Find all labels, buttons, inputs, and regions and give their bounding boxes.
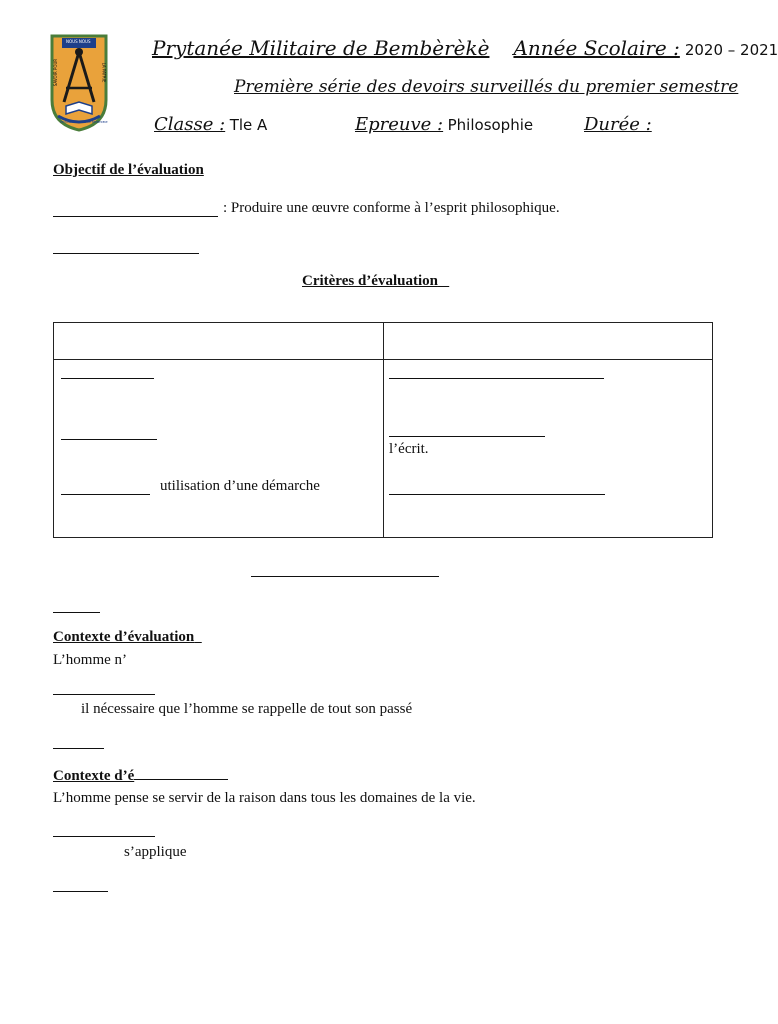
blank-line [61, 378, 154, 379]
blank-line [61, 439, 157, 440]
class-label: Classe : [154, 114, 226, 135]
logo-right-text: LA PATRIE [101, 62, 107, 83]
blank-line [389, 436, 545, 437]
blank-line [61, 494, 150, 495]
blank-line [53, 836, 155, 837]
class-value: Tle A [229, 116, 268, 134]
subject-label: Epreuve : [355, 114, 444, 135]
series-title: Première série des devoirs surveillés du premier semestre [234, 77, 739, 97]
school-name: Prytanée Militaire de Bembèrèkè [152, 36, 490, 60]
objective-heading: Objectif de l’évaluation [53, 162, 204, 178]
context2-heading-wrap [53, 766, 228, 785]
blank-line [251, 576, 439, 577]
criteria-right-text: l’écrit. [389, 441, 429, 457]
school-logo [48, 32, 110, 132]
context1-line2: il nécessaire que l’homme se rappelle de tout son passé [81, 701, 413, 717]
year-label: Année Scolaire : [513, 36, 680, 60]
table-col-divider [383, 322, 384, 538]
criteria-left-text: utilisation d’une démarche [160, 478, 320, 494]
context1-line1: L’homme n’ [53, 652, 128, 668]
blank-line [53, 216, 218, 217]
objective-text: : Produire une œuvre conforme à l’esprit philosophique. [223, 200, 560, 216]
duration-label: Durée : [584, 114, 652, 135]
subject-value: Philosophie [447, 116, 534, 134]
context1-heading-wrap [53, 629, 202, 646]
criteria-heading-wrap [302, 273, 449, 290]
blank-line [53, 253, 199, 254]
header-line-1 [152, 36, 778, 61]
blank-line [389, 378, 604, 379]
context2-heading: Contexte d’é [53, 768, 135, 784]
blank-line [53, 612, 100, 613]
context1-heading: Contexte d’évaluation [53, 629, 195, 645]
blank-line [53, 748, 104, 749]
class-info [154, 114, 267, 135]
logo-top-text: NOUS NOUS [66, 39, 91, 44]
context2-line1: L’homme pense se servir de la raison dans tous les domaines de la vie. [53, 790, 476, 806]
context2-line2: s’applique [124, 844, 187, 860]
blank-line [389, 494, 605, 495]
logo-bottom-text: PRYTANEE MILITAIRE DE BEMBEREKE [60, 121, 108, 124]
year-value: 2020 – 2021 [684, 41, 778, 59]
criteria-heading: Critères d’évaluation [302, 273, 438, 289]
subject-info [355, 114, 533, 135]
blank-line [53, 694, 155, 695]
blank-line [53, 891, 108, 892]
logo-left-text: SAVOIR POUR [53, 58, 59, 87]
